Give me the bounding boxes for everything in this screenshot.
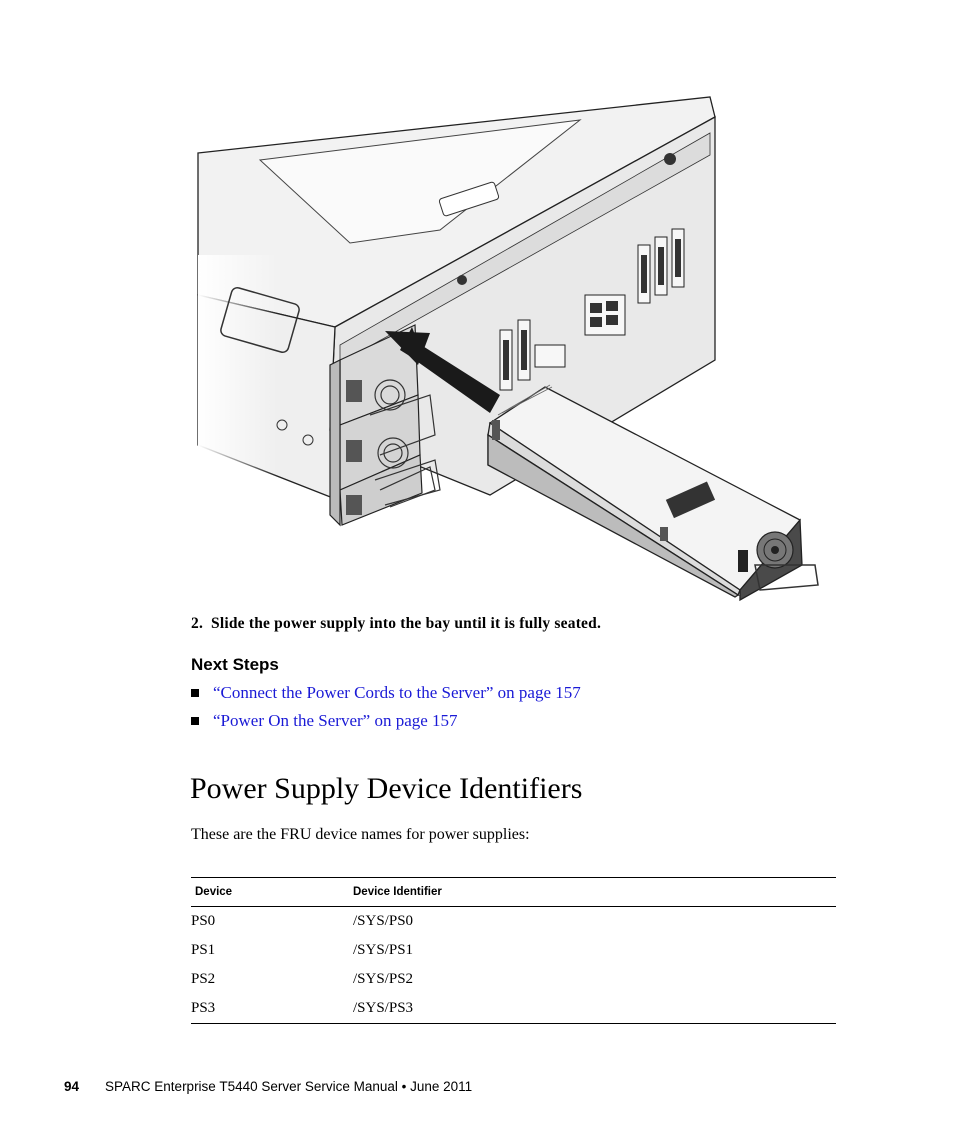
next-steps-list [191,679,581,735]
cell-device: PS0 [191,913,216,929]
power-supply-illustration [190,95,830,605]
cell-identifier: /SYS/PS2 [353,971,414,987]
list-item [191,707,581,735]
table-row [191,907,836,937]
section-title: Power Supply Device Identifiers [190,772,583,805]
server-power-supply-diagram [190,95,830,605]
step-number: 2. [191,615,204,632]
next-steps-heading: Next Steps [191,655,279,674]
header-device-identifier: Device Identifier [353,878,836,907]
cell-device: PS1 [191,942,216,958]
header-device: Device [191,878,353,907]
table-row [191,936,836,965]
table-row [191,965,836,994]
cell-identifier: /SYS/PS0 [353,913,414,929]
link-connect-power-cords[interactable]: “Connect the Power Cords to the Server” on page 157 [213,683,581,702]
square-bullet-icon [191,717,199,725]
step-text: Slide the power supply into the bay until it is fully seated. [211,615,602,632]
list-item [191,679,581,707]
page-number: 94 [64,1079,80,1094]
cell-identifier: /SYS/PS3 [353,994,836,1024]
cell-device: PS2 [191,971,216,987]
cell-identifier: /SYS/PS1 [353,942,414,958]
step-2 [191,615,601,633]
section-intro: These are the FRU device names for power supplies: [191,826,530,843]
square-bullet-icon [191,689,199,697]
page-footer [64,1079,472,1094]
device-identifier-table [191,877,836,1024]
table-row [191,994,836,1024]
cell-device: PS3 [191,994,353,1024]
link-power-on-server[interactable]: “Power On the Server” on page 157 [213,711,458,730]
table-header-row [191,878,836,907]
footer-text: SPARC Enterprise T5440 Server Service Manual • June 2011 [105,1079,473,1094]
